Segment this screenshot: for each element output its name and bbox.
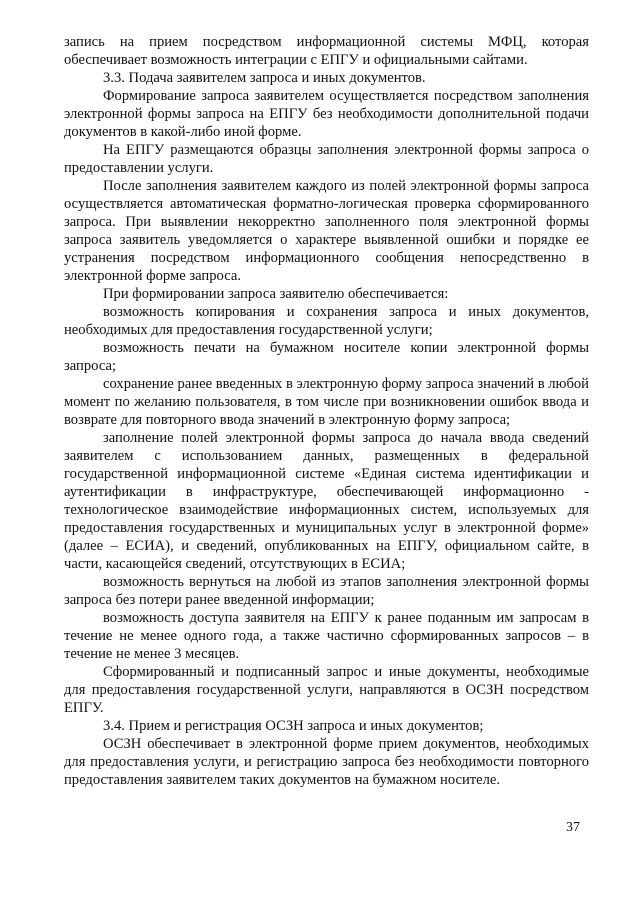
document-body bbox=[64, 33, 589, 789]
paragraph-9: сохранение ранее введенных в электронную форму запроса значений в любой момент по желанию пользователя, в том числе при возникновении ошибок ввода и возврате для повторного ввода значений в электронную форму запроса; bbox=[64, 376, 589, 428]
paragraph-5: После заполнения заявителем каждого из полей электронной формы запроса осуществляется автоматическая форматно-логическая проверка сформированного запроса. При выявлении некорректно заполненного поля электронной формы запроса заявитель уведомляется о характере выявленной ошибки и порядке ее устранения посредством информационного сообщения непосредственно в электронной форме запроса. bbox=[64, 178, 589, 284]
page-number: 37 bbox=[566, 820, 580, 835]
paragraph-1: запись на прием посредством информационной системы МФЦ, которая обеспечивает возможность интеграции с ЕПГУ и официальными сайтами. bbox=[64, 34, 589, 68]
paragraph-12: возможность доступа заявителя на ЕПГУ к ранее поданным им запросам в течение не менее одного года, а также частично сформированных запросов – в течение не менее 3 месяцев. bbox=[64, 610, 589, 662]
paragraph-14: 3.4. Прием и регистрация ОСЗН запроса и иных документов; bbox=[103, 718, 484, 734]
paragraph-8: возможность печати на бумажном носителе копии электронной формы запроса; bbox=[64, 340, 589, 374]
paragraph-7: возможность копирования и сохранения запроса и иных документов, необходимых для предоставления государственной услуги; bbox=[64, 304, 589, 338]
paragraph-10: заполнение полей электронной формы запроса до начала ввода сведений заявителем с использованием данных, размещенных в федеральной государственной информационной системе «Единая система идентификации и аутентификации в инфраструктуре, обеспечивающей информационно - технологическое взаимодействие информационных систем, используемых для предоставления государственных и муниципальных услуг в электронной форме» (далее – ЕСИА), и сведений, опубликованных на ЕПГУ, официальном сайте, в части, касающейся сведений, отсутствующих в ЕСИА; bbox=[64, 430, 589, 572]
paragraph-15: ОСЗН обеспечивает в электронной форме прием документов, необходимых для предоставления услуги, и регистрацию запроса без необходимости повторного предоставления заявителем таких документов на бумажном носителе. bbox=[64, 736, 589, 788]
paragraph-13: Сформированный и подписанный запрос и иные документы, необходимые для предоставления государственной услуги, направляются в ОСЗН посредством ЕПГУ. bbox=[64, 664, 589, 716]
paragraph-11: возможность вернуться на любой из этапов заполнения электронной формы запроса без потери ранее введенной информации; bbox=[64, 574, 589, 608]
paragraph-4: На ЕПГУ размещаются образцы заполнения электронной формы запроса о предоставлении услуги. bbox=[64, 142, 589, 176]
paragraph-2: 3.3. Подача заявителем запроса и иных документов. bbox=[103, 70, 426, 86]
paragraph-6: При формировании запроса заявителю обеспечивается: bbox=[103, 286, 449, 302]
paragraph-3: Формирование запроса заявителем осуществляется посредством заполнения электронной формы запроса на ЕПГУ без необходимости дополнительной подачи документов в какой-либо иной форме. bbox=[64, 88, 589, 140]
